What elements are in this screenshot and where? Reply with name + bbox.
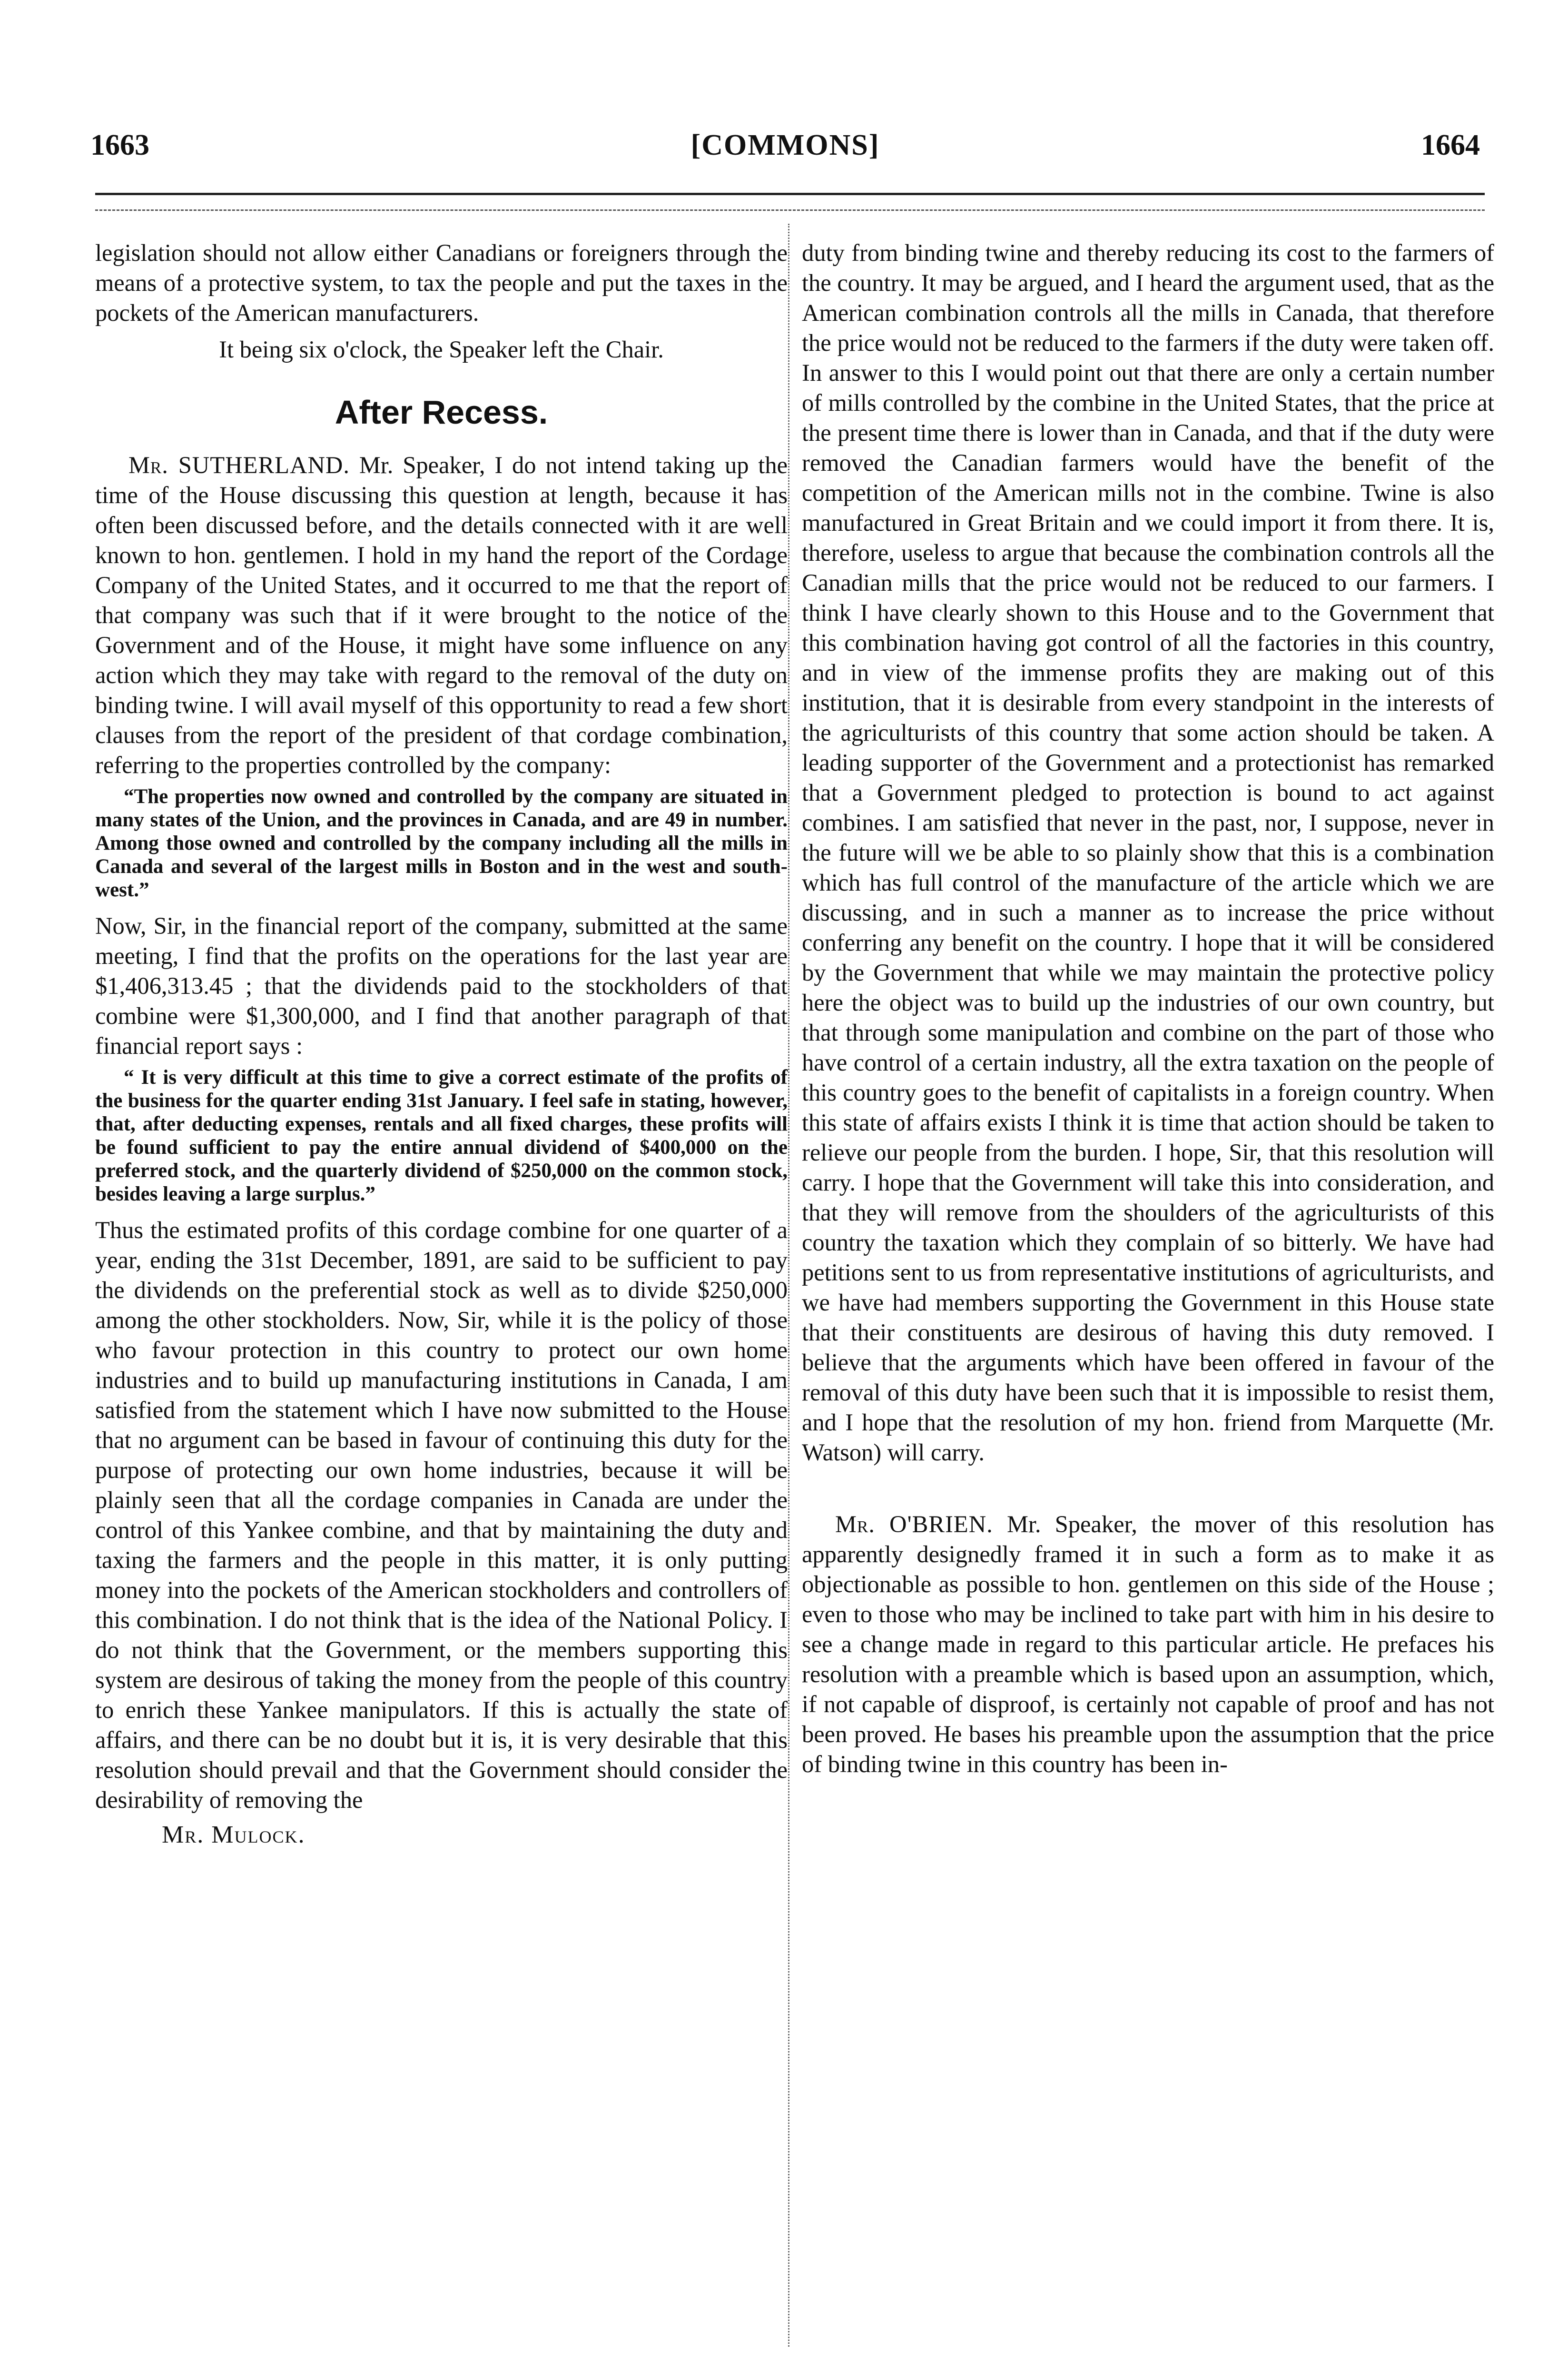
right-page-number: 1664 [1421,129,1480,161]
paragraph: duty from binding twine and thereby reducing its cost to the farmers of the country. It may be argued, and I heard the argument used, that as the American combination controls all the mills in Canada, that therefore the price would not be reduced to the farmers if the duty were taken off. In answer to this I would point out that there are only a certain number of mills controlled by the combine in the United States, that the price at the present time there is lower than in Canada, and that if the duty were removed the Canadian farmers would have the benefit of the competition of the American mills not in the combine. Twine is also manufactured in Great Britain and we could import it from there. It is, therefore, useless to argue that because the combination controls all the Canadian mills that the price would not be reduced to our farmers. I think I have clearly shown to this House and to the Government that this combination having got control of all the factories in this country, and in view of the immense profits they are making out of this institution, that it is desirable from every standpoint in the interests of the agriculturists of this country that some action should be taken. A leading supporter of the Government and a protectionist has remarked that a Government pledged to protection is bound to act against combines. I am satisfied that never in the past, nor, I suppose, never in the future will we be able to so plainly show that this is a combination which has full control of the manufacture of the article which we are discussing, and in such a manner as to increase the price without conferring any benefit on the country. I hope that it will be considered by the Government that while we may maintain the protective policy here the object was to build up the industries of our own country, but that through some manipulation and combine on the part of those who have control of a certain industry, all the extra taxation on the people of this country goes to the benefit of capitalists in a foreign country. When this state of affairs exists I think it is time that action should be taken to relieve our people from the burden. I hope, Sir, that this resolution will carry. I hope that the Government will take this into consideration, and that they will remove from the shoulders of the agriculturists of this country the taxation which they complain of so bitterly. We have had petitions sent to us from representative institutions of agriculturists, and we have had members supporting the Government in this House state that their constituents are desirous of having this duty removed. I believe that the arguments which have been offered in favour of the removal of this duty have been such that it is impossible to resist them, and I hope that the resolution of my hon. friend from Marquette (Mr. Watson) will carry. [802,239,1494,1466]
spacer [802,1471,1494,1509]
speaker-name: Mr. SUTHERLAND. [128,452,350,478]
procedural-note: It being six o'clock, the Speaker left the Chair. [219,336,664,363]
quotation: “ It is very difficult at this time to give a correct estimate of the profits of the business for the quarter ending 31st January. I feel safe in stating, however, that, after deducting expenses, rentals and all fixed charges, these profits will be found sufficient to pay the entire annual dividend of $400,000 on the preferred stock, and the quarterly dividend of $250,000 on the common stock, besides leaving a large surplus.” [95,1066,788,1205]
section-heading: After Recess. [335,394,548,431]
column-divider [788,224,789,2347]
left-page-number: 1663 [90,129,149,161]
running-title: [COMMONS] [690,129,880,161]
catchword-footer: Mr. Mulock. [162,1821,306,1848]
paragraph: Thus the estimated profits of this cordage combine for one quarter of a year, ending the 31st December, 1891, are said to be sufficient to pay the dividends on the preferential stock as well as to divide $250,000 among the other stockholders. Now, Sir, while it is the policy of those who favour protection in this country to protect our own home industries and to build up manufacturing institutions in Canada, I am satisfied from the statement which I have now submitted to the House that no argument can be based in favour of continuing this duty for the purpose of protecting our own home industries, because it will be plainly seen that all the cordage companies in Canada are under the control of this Yankee combine, and that by maintaining the duty and taxing the farmers and the people in this matter, it is only putting money into the pockets of the American stockholders and controllers of this combination. I do not think that is the idea of the National Policy. I do not think that the Government, or the members supporting this system are desirous of taking the money from the people of this country to enrich these Yankee manipulators. If this is actually the state of affairs, and there can be no doubt but it is, it is very desirable that this resolution should prevail and that the Government should consider the desirability of removing the [95,1217,788,1813]
speaker-name: Mr. O'BRIEN. [835,1511,993,1537]
speech-paragraph [802,1509,1494,1779]
right-column [802,238,1494,1783]
header-dashed-rule [95,209,1485,211]
header-rule [95,193,1485,195]
page-header [90,121,1480,169]
paragraph: Now, Sir, in the financial report of the company, submitted at the same meeting, I find that the profits on the operations for the last year are $1,406,313.45 ; that the dividends paid to the stockholders of that combine were $1,300,000, and I find that another paragraph of that financial report says : [95,912,788,1059]
paragraph: legislation should not allow either Canadians or foreigners through the means of a protective system, to tax the people and put the taxes in the pockets of the American manufacturers. [95,239,788,326]
left-column [95,238,788,1850]
speech-text: Mr. Speaker, I do not intend taking up the time of the House discussing this question at length, because it has often been discussed before, and the details connected with it are well known to hon. gentlemen. I hold in my hand the report of the Cordage Company of the United States, and it occurred to me that the report of that company was such that if it were brought to the notice of the Government and of the House, it might have some influence on any action which they may take with regard to the removal of the duty on binding twine. I will avail myself of this opportunity to read a few short clauses from the report of the president of that cordage combination, referring to the properties controlled by the company: [95,452,788,778]
quotation: “The properties now owned and controlled by the company are situated in many states of the Union, and the provinces in Canada, and are 49 in number. Among those owned and controlled by the company including all the mills in Canada and several of the largest mills in Boston and in the west and south-west.” [95,785,788,901]
speech-paragraph [95,450,788,780]
speech-text: Mr. Speaker, the mover of this resolution has apparently designedly framed it in such a form as to make it as objectionable as possible to hon. gentlemen on this side of the House ; even to those who may be inclined to take part with him in his desire to see a change made in regard to this particular article. He prefaces his resolution with a preamble which is based upon an assumption, which, if not capable of disproof, is certainly not capable of proof and has not been proved. He bases his preamble upon the assumption that the price of binding twine in this country has been in- [802,1511,1495,1777]
